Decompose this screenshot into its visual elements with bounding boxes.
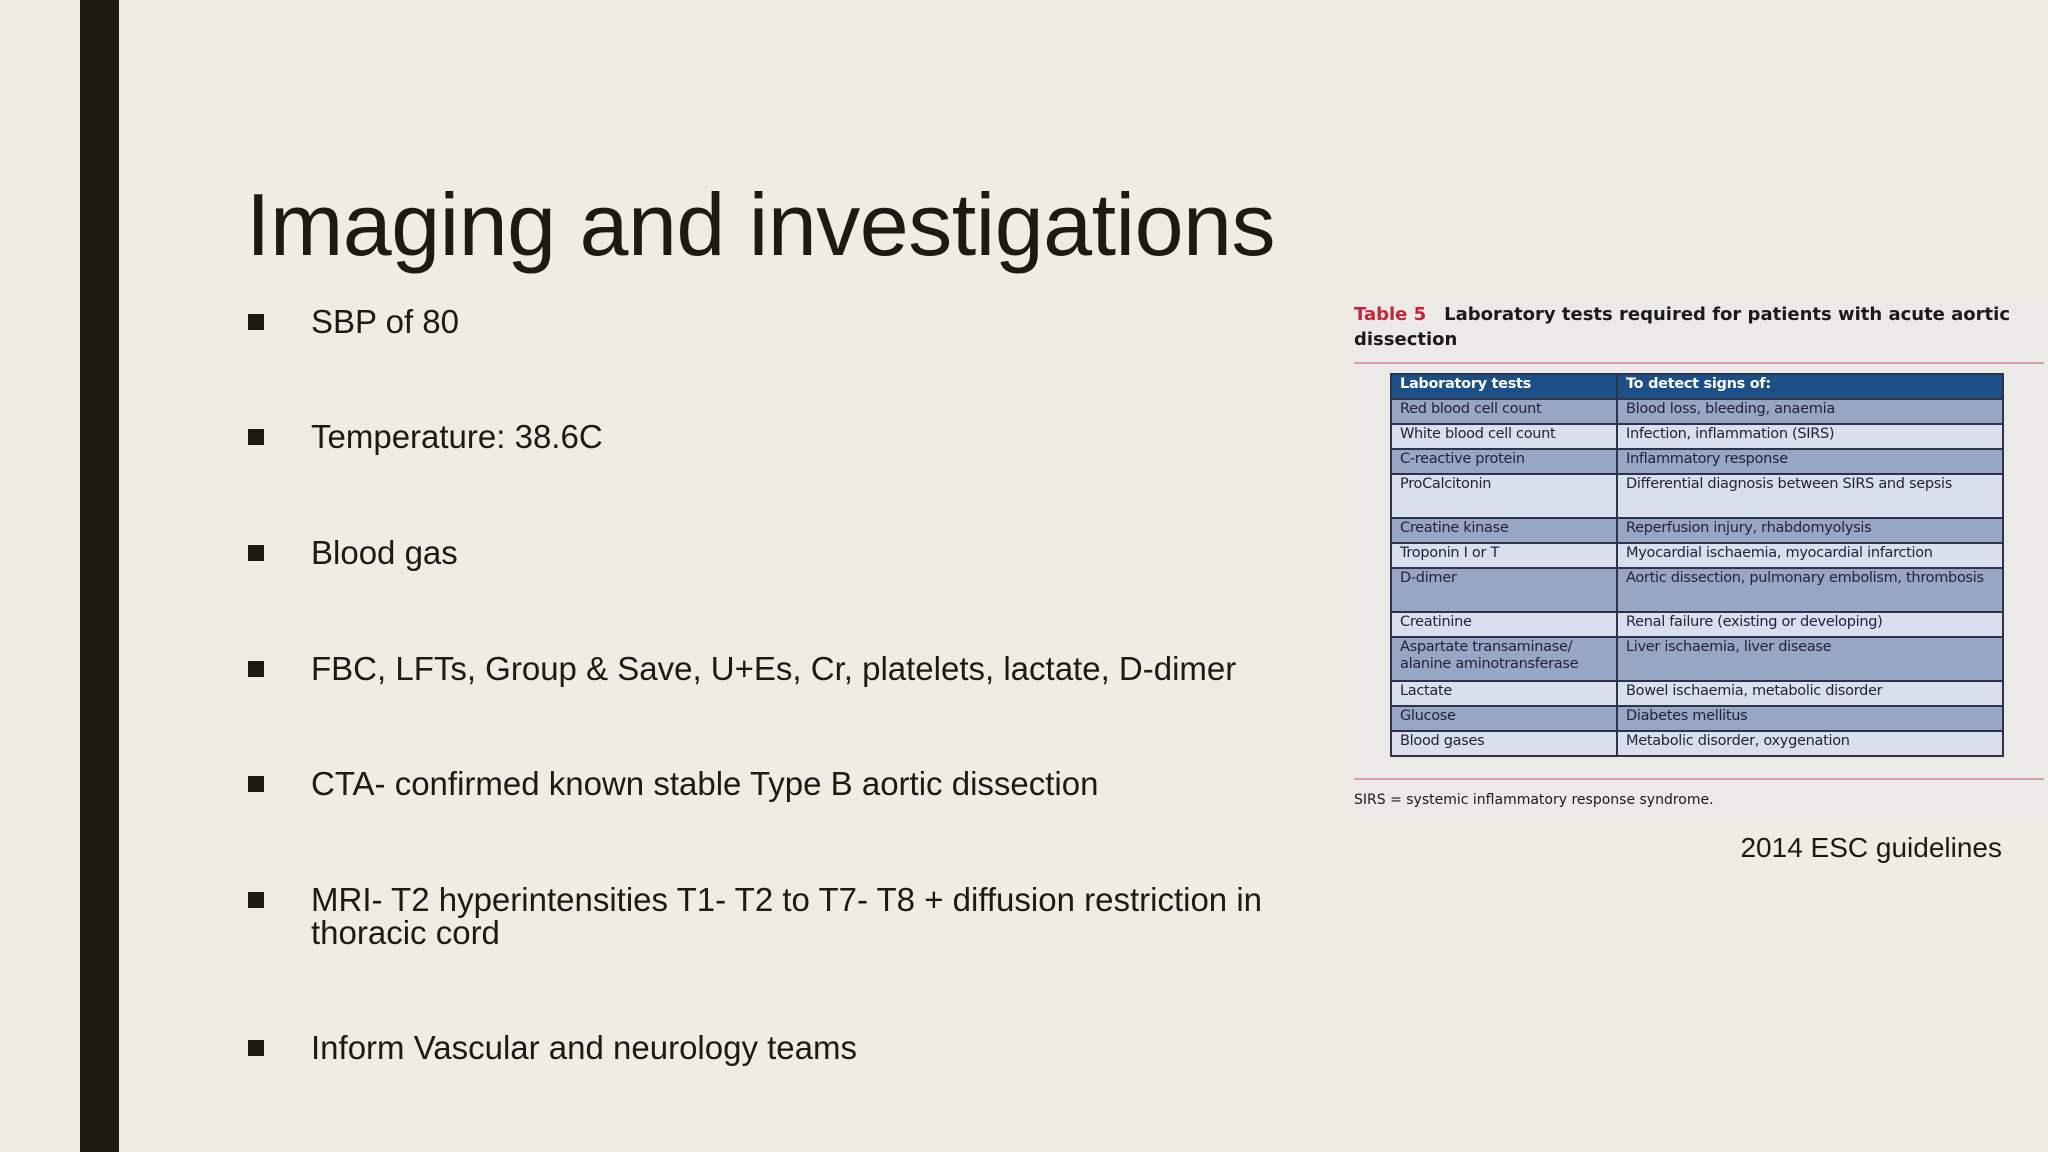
test-cell: C-reactive protein (1391, 449, 1617, 474)
table-header-row (1391, 374, 2003, 399)
test-cell: Creatine kinase (1391, 518, 1617, 543)
test-cell: Lactate (1391, 681, 1617, 706)
test-cell: Red blood cell count (1391, 399, 1617, 424)
sign-cell: Differential diagnosis between SIRS and sepsis (1617, 474, 2003, 518)
sign-cell: Bowel ischaemia, metabolic disorder (1617, 681, 2003, 706)
square-bullet-icon (248, 892, 264, 908)
lab-tests-figure (1352, 292, 2048, 822)
bullet-text: FBC, LFTs, Group & Save, U+Es, Cr, platelets, lactate, D-dimer (311, 650, 1237, 687)
bullet-text: SBP of 80 (311, 303, 460, 340)
figure-heading (1354, 302, 2044, 352)
table-heading: Laboratory tests required for patients with acute aortic dissection (1354, 304, 2010, 350)
square-bullet-icon (248, 1040, 264, 1056)
bullet-text: MRI- T2 hyperintensities T1- T2 to T7- T8 + diffusion restriction in thoracic cord (311, 881, 1263, 951)
sign-cell: Diabetes mellitus (1617, 706, 2003, 731)
table-row (1391, 399, 2003, 424)
test-cell: Blood gases (1391, 731, 1617, 756)
table-row (1391, 424, 2003, 449)
bullet-text: Temperature: 38.6C (311, 418, 603, 455)
sign-cell: Infection, inflammation (SIRS) (1617, 424, 2003, 449)
test-cell: Creatinine (1391, 612, 1617, 637)
figure-bottom-rule (1354, 778, 2044, 780)
table-row (1391, 612, 2003, 637)
test-cell: Aspartate transaminase/ alanine aminotransferase (1391, 637, 1617, 681)
table-row (1391, 706, 2003, 731)
table-row (1391, 568, 2003, 612)
table-row (1391, 474, 2003, 518)
test-cell: ProCalcitonin (1391, 474, 1617, 518)
square-bullet-icon (248, 545, 264, 561)
square-bullet-icon (248, 776, 264, 792)
test-cell: Glucose (1391, 706, 1617, 731)
sign-cell: Blood loss, bleeding, anaemia (1617, 399, 2003, 424)
lab-tests-table (1390, 373, 2004, 757)
figure-top-rule (1354, 362, 2044, 364)
table-row (1391, 681, 2003, 706)
sign-cell: Reperfusion injury, rhabdomyolysis (1617, 518, 2003, 543)
square-bullet-icon (248, 314, 264, 330)
table-number: Table 5 (1354, 304, 1427, 325)
accent-side-bar (80, 0, 119, 1152)
square-bullet-icon (248, 661, 264, 677)
square-bullet-icon (248, 429, 264, 445)
table-row (1391, 518, 2003, 543)
table-row (1391, 731, 2003, 756)
slide-title: Imaging and investigations (246, 174, 1275, 274)
bullet-text: Inform Vascular and neurology teams (311, 1029, 857, 1066)
test-cell: D-dimer (1391, 568, 1617, 612)
sign-cell: Renal failure (existing or developing) (1617, 612, 2003, 637)
table-row (1391, 637, 2003, 681)
sign-cell: Inflammatory response (1617, 449, 2003, 474)
column-header: To detect signs of: (1617, 374, 2003, 399)
bullet-text: Blood gas (311, 534, 458, 571)
table-row (1391, 449, 2003, 474)
column-header: Laboratory tests (1391, 374, 1617, 399)
bullet-text: CTA- confirmed known stable Type B aortic dissection (311, 765, 1099, 802)
sign-cell: Myocardial ischaemia, myocardial infarction (1617, 543, 2003, 568)
sign-cell: Liver ischaemia, liver disease (1617, 637, 2003, 681)
sign-cell: Aortic dissection, pulmonary embolism, thrombosis (1617, 568, 2003, 612)
table-footnote: SIRS = systemic inflammatory response syndrome. (1354, 792, 1714, 808)
figure-caption: 2014 ESC guidelines (1740, 832, 2002, 863)
test-cell: Troponin I or T (1391, 543, 1617, 568)
test-cell: White blood cell count (1391, 424, 1617, 449)
sign-cell: Metabolic disorder, oxygenation (1617, 731, 2003, 756)
table-row (1391, 543, 2003, 568)
